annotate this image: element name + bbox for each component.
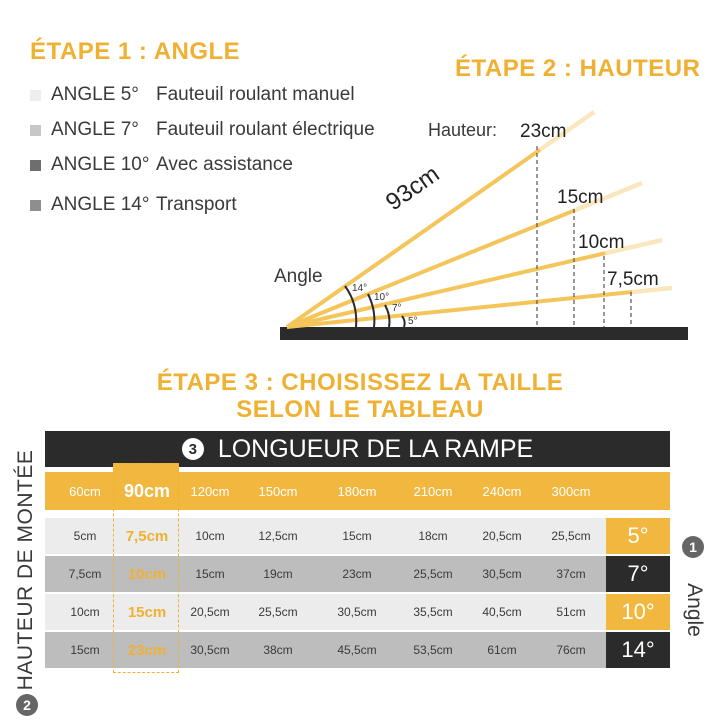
angle-mark-5: 5°: [408, 316, 418, 327]
angle-mark-7: 7°: [392, 303, 402, 314]
angle-cell-14: 14°: [606, 632, 670, 668]
legend-angle: ANGLE 7°: [51, 119, 139, 140]
legend-desc: Fauteuil roulant électrique: [156, 119, 375, 140]
table-cell: 18cm: [418, 529, 448, 543]
table-cell: 53,5cm: [413, 643, 453, 657]
table-cell: 76cm: [556, 643, 586, 657]
hauteur-label: Hauteur:: [428, 120, 498, 140]
table-cell: 7,5cm: [125, 527, 169, 545]
table-row: [45, 594, 606, 630]
ramp-line-5: [287, 288, 672, 327]
table-cell: 90cm: [123, 480, 171, 501]
table-cell: 12,5cm: [258, 529, 298, 543]
table-row: [45, 518, 606, 554]
step-number-badge: 1: [682, 536, 704, 558]
table-cell: 23cm: [342, 567, 372, 581]
table-cell: 60cm: [69, 483, 101, 499]
table-cell: 10cm: [195, 529, 225, 543]
table-cell: 30,5cm: [482, 567, 522, 581]
legend-angle: ANGLE 14°: [51, 194, 150, 215]
table-cell: 37cm: [556, 567, 586, 581]
table-cell: 30,5cm: [337, 605, 377, 619]
table-cell: 35,5cm: [413, 605, 453, 619]
table-cell: 180cm: [337, 483, 377, 499]
legend-desc: Avec assistance: [156, 154, 293, 175]
table-header: [45, 431, 670, 467]
height-axis-text: HAUTEUR DE MONTÉE: [14, 449, 37, 691]
table-cell: 40,5cm: [482, 605, 522, 619]
angle-cell-5: 5°: [606, 518, 670, 554]
ground-bar: [280, 327, 688, 340]
length-row: [45, 472, 670, 510]
table-cell: 7,5cm: [68, 567, 102, 581]
table-cell: 19cm: [263, 567, 293, 581]
angle-cell-10: 10°: [606, 594, 670, 630]
table-cell: 210cm: [413, 483, 453, 499]
table-cell: 20,5cm: [190, 605, 230, 619]
height-label-7-5: 7,5cm: [607, 269, 659, 290]
legend-desc: Fauteuil roulant manuel: [156, 84, 355, 105]
legend-angle: ANGLE 10°: [51, 154, 150, 175]
table-cell: 30,5cm: [190, 643, 230, 657]
table-cell: 25,5cm: [551, 529, 591, 543]
step3-title-line1: ÉTAPE 3 : CHOISISSEZ LA TAILLE: [156, 369, 564, 396]
table-cell: 25,5cm: [258, 605, 298, 619]
table-cell: 240cm: [482, 483, 522, 499]
table-cell: 20,5cm: [482, 529, 522, 543]
angle-label: Angle: [274, 266, 323, 287]
table-cell: 300cm: [551, 483, 591, 499]
angle-cell-7: 7°: [606, 556, 670, 592]
step2-title: ÉTAPE 2 : HAUTEUR: [455, 55, 701, 82]
legend-angle: ANGLE 5°: [51, 84, 139, 105]
ramp-length-label: 93cm: [380, 160, 445, 217]
table-cell: 120cm: [190, 483, 230, 499]
table-cell: 45,5cm: [337, 643, 377, 657]
angle-mark-14: 14°: [352, 283, 368, 294]
table-cell: 61cm: [487, 643, 517, 657]
height-label-15: 15cm: [557, 187, 604, 208]
table-cell: 10cm: [70, 605, 100, 619]
height-label-10: 10cm: [578, 232, 625, 253]
table-cell: 10cm: [127, 565, 167, 583]
table-row: [45, 632, 606, 668]
table-cell: 15cm: [127, 603, 167, 621]
table-header-label: LONGUEUR DE LA RAMPE: [217, 434, 534, 463]
angle-mark-10: 10°: [374, 292, 390, 303]
legend-desc: Transport: [156, 194, 237, 215]
table-cell: 38cm: [263, 643, 293, 657]
table-cell: 15cm: [195, 567, 225, 581]
height-axis-label: [6, 449, 46, 713]
step-number-badge: 3: [182, 438, 204, 460]
step3-title-line2: SELON LE TABLEAU: [236, 396, 484, 423]
table-cell: 15cm: [70, 643, 100, 657]
table-cell: 51cm: [556, 605, 586, 619]
height-label-23: 23cm: [520, 121, 567, 142]
table-cell: 150cm: [258, 483, 298, 499]
angle-arc: [402, 316, 405, 327]
table-cell: 15cm: [342, 529, 372, 543]
table-cell: 23cm: [127, 641, 167, 659]
table-cell: 25,5cm: [413, 567, 453, 581]
step1-title: ÉTAPE 1 : ANGLE: [30, 38, 241, 65]
table-cell: 5cm: [73, 529, 97, 543]
angle-axis-text: Angle: [683, 583, 706, 637]
step-number-badge: 2: [16, 694, 38, 716]
angle-axis-label: [674, 530, 714, 660]
table-row: [45, 556, 606, 592]
